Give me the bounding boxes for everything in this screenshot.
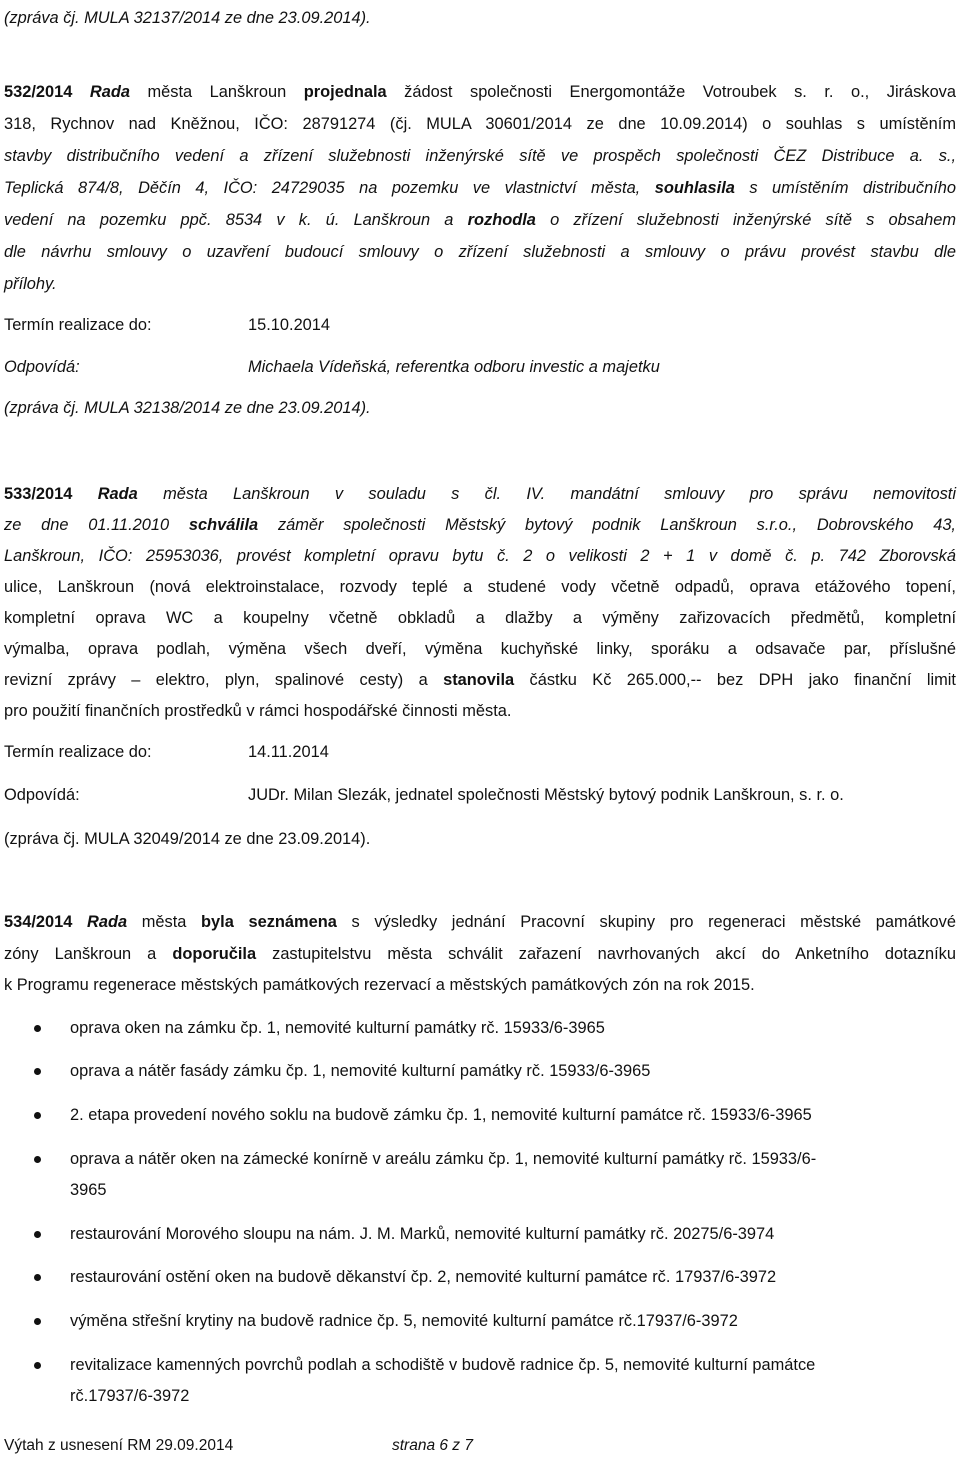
text: žádost společnosti Energomontáže Votroubek s. r. o., Jiráskova: [386, 83, 956, 101]
text: Teplická 874/8, Děčín 4, IČO: 24729035 na pozemku ve vlastnictví města,: [4, 179, 655, 197]
rada-keyword: Rada: [89, 83, 130, 101]
resolution-532-line-4: [4, 178, 956, 198]
bullet-icon: [34, 1318, 41, 1325]
bullet-icon: [34, 1231, 41, 1238]
resolution-532-line-2: 318, Rychnov nad Kněžnou, IČO: 28791274 (čj. MULA 30601/2014 ze dne 10.09.2014) o souhlas s umístěním: [4, 115, 956, 133]
bullet-icon: [34, 1362, 41, 1369]
bullet-icon: [34, 1156, 41, 1163]
list-item-continuation: 3965: [70, 1181, 107, 1199]
resolution-533-line-5: kompletní oprava WC a koupelny včetně obkladů a dlažby a výměny zařizovacích předmětů, kompletní: [4, 609, 956, 627]
resolution-534-line-2: [4, 944, 956, 964]
bullet-icon: [34, 1274, 41, 1281]
text: ze dne 01.11.2010: [4, 516, 189, 534]
text: zastupitelstvu města schválit zařazení navrhovaných akcí do Anketního dotazníku: [256, 945, 956, 963]
resolution-532-line-6: dle návrhu smlouvy o uzavření budoucí smlouvy o zřízení služebnosti a smlouvy o právu provést stavbu dle: [4, 243, 956, 261]
deadline-label: Termín realizace do:: [4, 743, 152, 761]
text: města Lanškroun: [130, 83, 304, 101]
text: záměr společnosti Městský bytový podnik Lanškroun s.r.o., Dobrovského 43,: [258, 516, 956, 534]
responsible-value: JUDr. Milan Slezák, jednatel společnosti Městský bytový podnik Lanškroun, s. r. o.: [248, 786, 844, 804]
resolution-number: 532/2014: [4, 83, 73, 101]
bullet-icon: [34, 1068, 41, 1075]
decision-keyword: byla seznámena: [201, 913, 337, 931]
report-reference: (zpráva čj. MULA 32137/2014 ze dne 23.09.2014).: [4, 9, 371, 27]
list-item: revitalizace kamenných povrchů podlah a schodiště v budově radnice čp. 5, nemovité kulturní památce: [70, 1356, 816, 1374]
text: částku Kč 265.000,-- bez DPH jako finanční limit: [514, 671, 956, 689]
decision-keyword: schválila: [188, 516, 259, 534]
deadline-value: 15.10.2014: [248, 316, 331, 334]
report-reference: (zpráva čj. MULA 32138/2014 ze dne 23.09.2014).: [4, 399, 371, 417]
list-item: oprava a nátěr fasády zámku čp. 1, nemovité kulturní památky rč. 15933/6-3965: [70, 1062, 651, 1080]
list-item: 2. etapa provedení nového soklu na budově zámku čp. 1, nemovité kulturní památce rč. 15933/6-3965: [70, 1106, 812, 1124]
resolution-533-line-7: [4, 670, 956, 690]
decision-keyword: projednala: [303, 83, 387, 101]
resolution-number: 533/2014: [4, 485, 73, 503]
text: s umístěním distribučního: [734, 179, 956, 197]
deadline-value: 14.11.2014: [248, 743, 329, 761]
text: vedení na pozemku ppč. 8534 v k. ú. Lanškroun a: [4, 211, 468, 229]
resolution-534-line-1: [4, 912, 956, 932]
page-number: strana 6 z 7: [392, 1437, 473, 1454]
text: zóny Lanškroun a: [4, 945, 173, 963]
rada-keyword: Rada: [87, 913, 128, 931]
resolution-532-line-3: stavby distribučního vedení a zřízení služebnosti inženýrské sítě ve prospěch společnosti ČEZ Distribuce a. s.,: [4, 147, 956, 165]
resolution-532-line-7: přílohy.: [4, 275, 57, 293]
bullet-icon: [34, 1025, 41, 1032]
responsible-label: Odpovídá:: [4, 358, 80, 376]
rada-keyword: Rada: [97, 485, 138, 503]
bullet-icon: [34, 1112, 41, 1119]
list-item: restaurování ostění oken na budově děkanství čp. 2, nemovité kulturní památce rč. 17937/6-3972: [70, 1268, 777, 1286]
resolution-533-line-3: Lanškroun, IČO: 25953036, provést kompletní opravu bytu č. 2 o velikosti 2 + 1 v domě č. p. 742 Zborovská: [4, 547, 956, 565]
resolution-532-line-1: [4, 82, 956, 102]
report-reference: (zpráva čj. MULA 32049/2014 ze dne 23.09.2014).: [4, 830, 371, 848]
resolution-533-line-1: [4, 484, 956, 504]
resolution-533-line-8: pro použití finančních prostředků v rámci hospodářské činnosti města.: [4, 702, 512, 720]
resolution-533-line-6: výmalba, oprava podlah, výměna všech dveří, výměna kuchyňské linky, sporáku a odsavače par, příslušné: [4, 640, 956, 658]
list-item-continuation: rč.17937/6-3972: [70, 1387, 190, 1405]
text: o zřízení služebnosti inženýrské sítě s obsahem: [535, 211, 956, 229]
text: revizní zprávy – elektro, plyn, spalinové cesty) a: [4, 671, 444, 689]
text: města: [127, 913, 202, 931]
responsible-value: Michaela Vídeňská, referentka odboru investic a majetku: [248, 358, 660, 376]
text: města Lanškroun v souladu s čl. IV. mandátní smlouvy pro správu nemovitosti: [137, 485, 957, 503]
decision-keyword: souhlasila: [654, 179, 735, 197]
list-item: oprava a nátěr oken na zámecké konírně v areálu zámku čp. 1, nemovité kulturní památky rč. 15933/6-: [70, 1150, 817, 1168]
decision-keyword: stanovila: [443, 671, 515, 689]
resolution-533-line-2: [4, 515, 956, 535]
resolution-533-line-4: ulice, Lanškroun (nová elektroinstalace, rozvody teplé a studené vody včetně odpadů, oprava etážového topení,: [4, 578, 956, 596]
resolution-532-line-5: [4, 210, 956, 230]
list-item: oprava oken na zámku čp. 1, nemovité kulturní památky rč. 15933/6-3965: [70, 1019, 605, 1037]
list-item: restaurování Morového sloupu na nám. J. M. Marků, nemovité kulturní památky rč. 20275/6-3974: [70, 1225, 775, 1243]
deadline-label: Termín realizace do:: [4, 316, 152, 334]
decision-keyword: doporučila: [172, 945, 257, 963]
decision-keyword: rozhodla: [467, 211, 536, 229]
responsible-label: Odpovídá:: [4, 786, 80, 804]
footer-title: Výtah z usnesení RM 29.09.2014: [4, 1437, 234, 1454]
resolution-number: 534/2014: [4, 913, 73, 931]
resolution-534-line-3: k Programu regenerace městských památkových rezervací a městských památkových zón na rok 2015.: [4, 976, 755, 994]
text: s výsledky jednání Pracovní skupiny pro regeneraci městské památkové: [336, 913, 956, 931]
list-item: výměna střešní krytiny na budově radnice čp. 5, nemovité kulturní památce rč.17937/6-3972: [70, 1312, 738, 1330]
